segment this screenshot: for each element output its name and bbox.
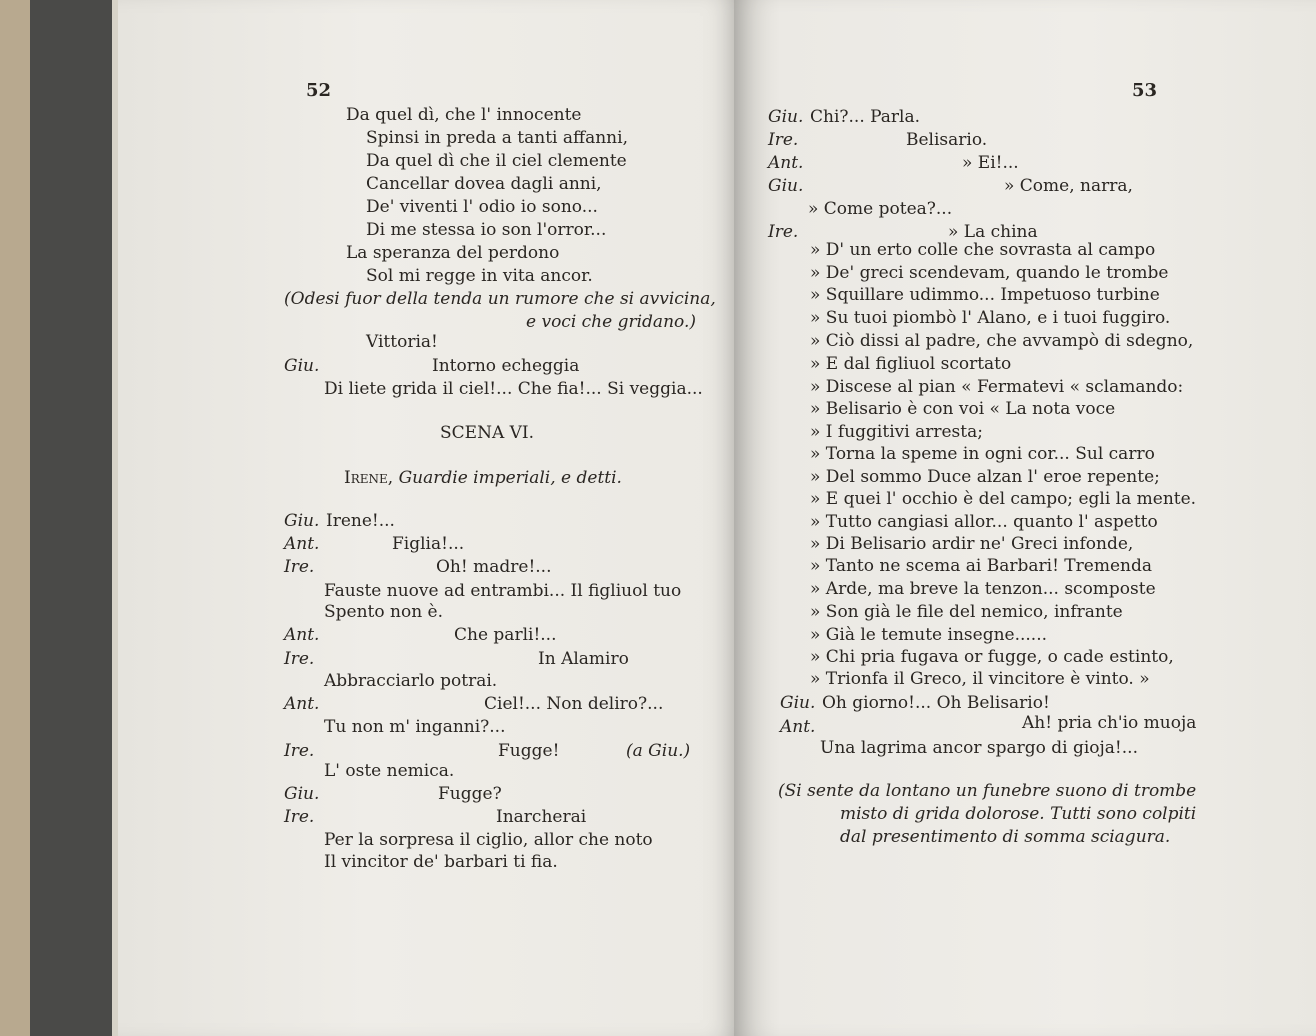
narration-line: » Son già le file del nemico, infrante xyxy=(810,602,1123,622)
dialogue-line: » Ei!... xyxy=(962,153,1019,173)
narration-line: » Ciò dissi al padre, che avvampò di sdegno, xyxy=(810,331,1194,351)
verse-line: De' viventi l' odio io sono... xyxy=(366,197,598,217)
dialogue-line: Ciel!... Non deliro?... xyxy=(484,694,664,714)
dialogue-line: Figlia!... xyxy=(392,534,465,554)
speaker-label: Ire. xyxy=(284,649,315,669)
dialogue-line: Per la sorpresa il ciglio, allor che noto xyxy=(324,830,653,850)
narration-line: » De' greci scendevam, quando le trombe xyxy=(810,263,1169,283)
narration-line: » Su tuoi piombò l' Alano, e i tuoi fuggiro. xyxy=(810,308,1171,328)
left-page xyxy=(112,0,740,1036)
scene-cast-name: Irene, xyxy=(344,468,394,488)
aside-direction: (a Giu.) xyxy=(626,741,691,761)
verse-line: Spinsi in preda a tanti affanni, xyxy=(366,128,628,148)
backdrop-strip xyxy=(30,0,112,1036)
speaker-label: Ire. xyxy=(284,741,315,761)
narration-line: » E quei l' occhio è del campo; egli la mente. xyxy=(810,489,1197,509)
verse-line: Cancellar dovea dagli anni, xyxy=(366,174,602,194)
narration-line: » Arde, ma breve la tenzon... scomposte xyxy=(810,579,1156,599)
dialogue-line: » La china xyxy=(948,222,1038,242)
speaker-label: Ant. xyxy=(284,625,320,645)
narration-line: » E dal figliuol scortato xyxy=(810,354,1012,374)
narration-line: » Del sommo Duce alzan l' eroe repente; xyxy=(810,467,1160,487)
verse-line: La speranza del perdono xyxy=(346,243,560,263)
verse-line: Sol mi regge in vita ancor. xyxy=(366,266,593,286)
speaker-label: Giu. xyxy=(780,693,816,713)
narration-line: » Tutto cangiasi allor... quanto l' aspetto xyxy=(810,512,1158,532)
dialogue-line: L' oste nemica. xyxy=(324,761,455,781)
narration-line: » Torna la speme in ogni cor... Sul carro xyxy=(810,444,1155,464)
speaker-label: Ant. xyxy=(780,717,816,737)
dialogue-line: Il vincitor de' barbari ti fia. xyxy=(324,852,558,872)
verse-line: Di me stessa io son l'orror... xyxy=(366,220,607,240)
scene-heading: SCENA VI. xyxy=(440,423,535,443)
dialogue-line: Fugge! xyxy=(498,741,560,761)
dialogue-line: Inarcherai xyxy=(496,807,587,827)
scene-cast-rest: Guardie imperiali, e detti. xyxy=(398,468,622,488)
dialogue-line: Irene!... xyxy=(326,511,395,531)
dialogue-line: » Come, narra, xyxy=(1004,176,1133,196)
narration-line: » D' un erto colle che sovrasta al campo xyxy=(810,240,1156,260)
speaker-label: Ant. xyxy=(284,694,320,714)
narration-line: » I fuggitivi arresta; xyxy=(810,422,983,442)
dialogue-line: » Come potea?... xyxy=(808,199,953,219)
verse-line: Vittoria! xyxy=(366,332,438,352)
dialogue-line: Abbracciarlo potrai. xyxy=(324,671,498,691)
speaker-label: Ire. xyxy=(284,557,315,577)
page-number-left: 52 xyxy=(306,80,332,101)
verse-line: Di liete grida il ciel!... Che fia!... Si veggia... xyxy=(324,379,703,399)
speaker-label: Ant. xyxy=(768,153,804,173)
stage-direction: e voci che gridano.) xyxy=(526,312,696,332)
dialogue-line: Che parli!... xyxy=(454,625,557,645)
narration-line: » Tanto ne scema ai Barbari! Tremenda xyxy=(810,556,1152,576)
speaker-label: Giu. xyxy=(284,784,320,804)
stage-direction: (Odesi fuor della tenda un rumore che si avvicina, xyxy=(284,289,716,309)
page-number-right: 53 xyxy=(1132,80,1158,101)
speaker-label: Giu. xyxy=(284,511,320,531)
verse-line: Intorno echeggia xyxy=(432,356,580,376)
dialogue-line: Oh! madre!... xyxy=(436,557,552,577)
narration-line: » Trionfa il Greco, il vincitore è vinto. » xyxy=(810,669,1150,689)
backdrop xyxy=(0,0,30,1036)
speaker-label: Ire. xyxy=(768,222,799,242)
dialogue-line: Fugge? xyxy=(438,784,502,804)
dialogue-line: Spento non è. xyxy=(324,602,444,622)
dialogue-line: Fauste nuove ad entrambi... Il figliuol tuo xyxy=(324,581,682,601)
verse-line: Da quel dì, che l' innocente xyxy=(346,105,582,125)
scene-cast xyxy=(344,467,622,489)
dialogue-line: Ah! pria ch'io muoja xyxy=(1022,713,1197,733)
dialogue-line: Tu non m' inganni?... xyxy=(324,717,506,737)
right-page xyxy=(734,0,1316,1036)
dialogue-line: In Alamiro xyxy=(538,649,629,669)
verse-line: Da quel dì che il ciel clemente xyxy=(366,151,627,171)
speaker-label: Ire. xyxy=(284,807,315,827)
stage-direction: dal presentimento di somma sciagura. xyxy=(840,827,1171,847)
narration-line: » Belisario è con voi « La nota voce xyxy=(810,399,1116,419)
dialogue-line: Una lagrima ancor spargo di gioja!... xyxy=(820,738,1138,758)
narration-line: » Di Belisario ardir ne' Greci infonde, xyxy=(810,534,1134,554)
dialogue-line: Oh giorno!... Oh Belisario! xyxy=(822,693,1050,713)
narration-line: » Squillare udimmo... Impetuoso turbine xyxy=(810,285,1160,305)
speaker-label: Ant. xyxy=(284,534,320,554)
speaker-label: Ire. xyxy=(768,130,799,150)
narration-line: » Chi pria fugava or fugge, o cade estinto, xyxy=(810,647,1174,667)
dialogue-line: Belisario. xyxy=(906,130,988,150)
dialogue-line: Chi?... Parla. xyxy=(810,107,921,127)
narration-line: » Già le temute insegne...... xyxy=(810,625,1048,645)
speaker-label: Giu. xyxy=(768,107,804,127)
speaker-label: Giu. xyxy=(768,176,804,196)
stage-direction: misto di grida dolorose. Tutti sono colpiti xyxy=(840,804,1197,824)
stage-direction: (Si sente da lontano un funebre suono di trombe xyxy=(778,781,1197,801)
narration-line: » Discese al pian « Fermatevi « sclamando: xyxy=(810,377,1184,397)
speaker-label: Giu. xyxy=(284,356,320,376)
